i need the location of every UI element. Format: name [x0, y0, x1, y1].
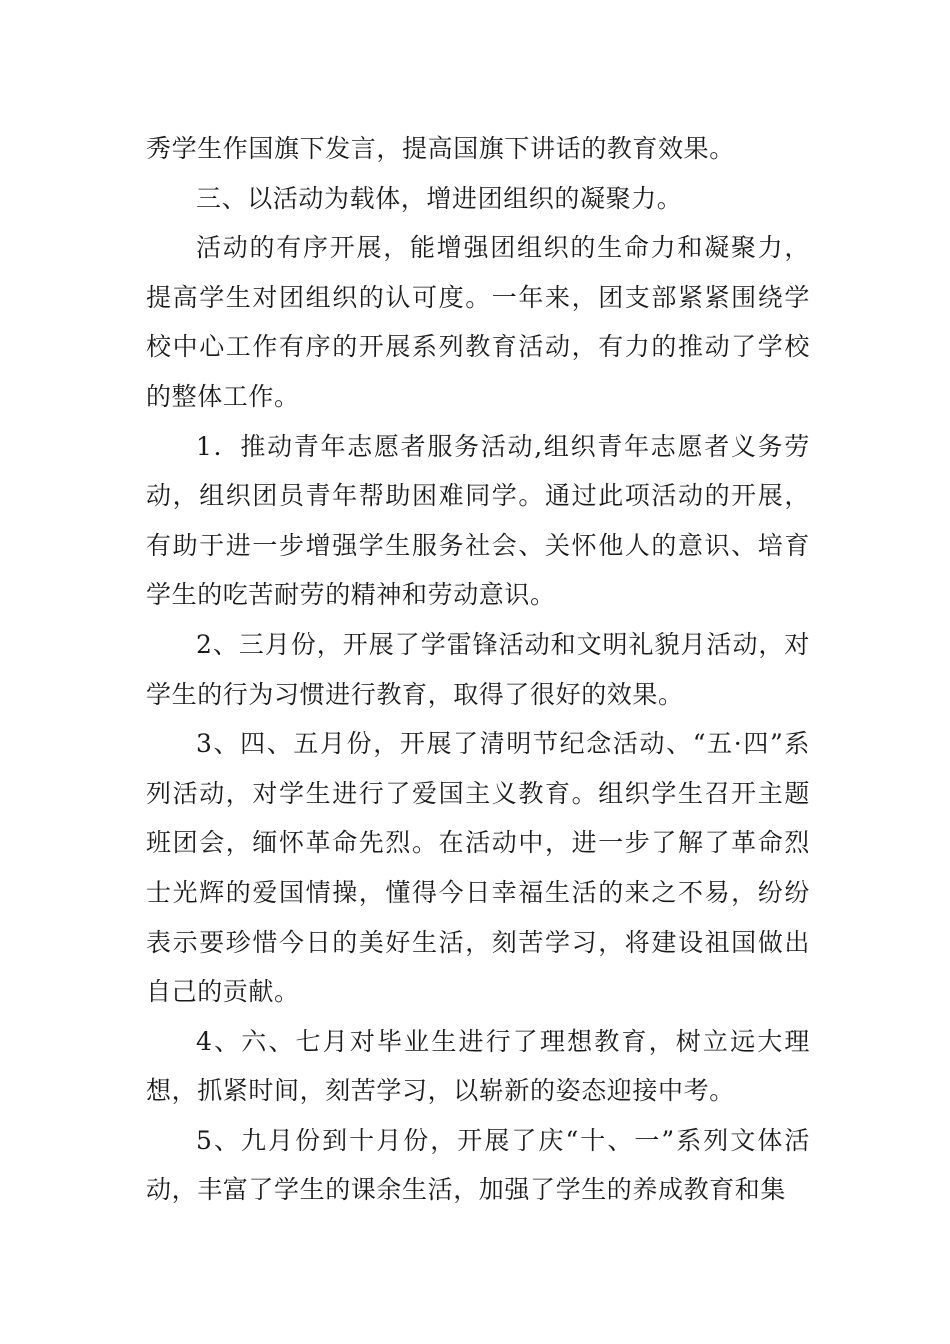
paragraph-continuation: 秀学生作国旗下发言，提高国旗下讲话的教育效果。 [146, 134, 735, 163]
list-item-1: 1．推动青年志愿者服务活动,组织青年志愿者义务劳动，组织团员青年帮助困难同学。通过此项活动的开展，有助于进一步增强学生服务社会、关怀他人的意识、培育学生的吃苦耐劳的精神和劳动意识。 [146, 431, 810, 610]
list-item-5: 5、九月份到十月份，开展了庆“十、一”系列文体活动，丰富了学生的课余生活，加强了学生的养成教育和集 [146, 1125, 810, 1205]
section-heading-3: 三、以活动为载体，增进团组织的凝聚力。 [196, 183, 683, 213]
list-item-3: 3、四、五月份，开展了清明节纪念活动、“五·四”系列活动，对学生进行了爱国主义教育。组织学生召开主题班团会，缅怀革命先烈。在活动中，进一步了解了革命烈士光辉的爱国情操，懂得今日幸福生活的来之不易，纷纷表示要珍惜今日的美好生活，刻苦学习，将建设祖国做出自己的贡献。 [146, 729, 810, 1007]
paragraph-intro: 活动的有序开展，能增强团组织的生命力和凝聚力，提高学生对团组织的认可度。一年来，团支部紧紧围绕学校中心工作有序的开展系列教育活动，有力的推动了学校的整体工作。 [146, 233, 810, 411]
document-body [146, 124, 810, 1215]
list-item-2: 2、三月份，开展了学雷锋活动和文明礼貌月活动，对学生的行为习惯进行教育，取得了很好的效果。 [146, 629, 810, 709]
list-item-4: 4、六、七月对毕业生进行了理想教育，树立远大理想，抓紧时间，刻苦学习，以崭新的姿态迎接中考。 [146, 1026, 810, 1106]
